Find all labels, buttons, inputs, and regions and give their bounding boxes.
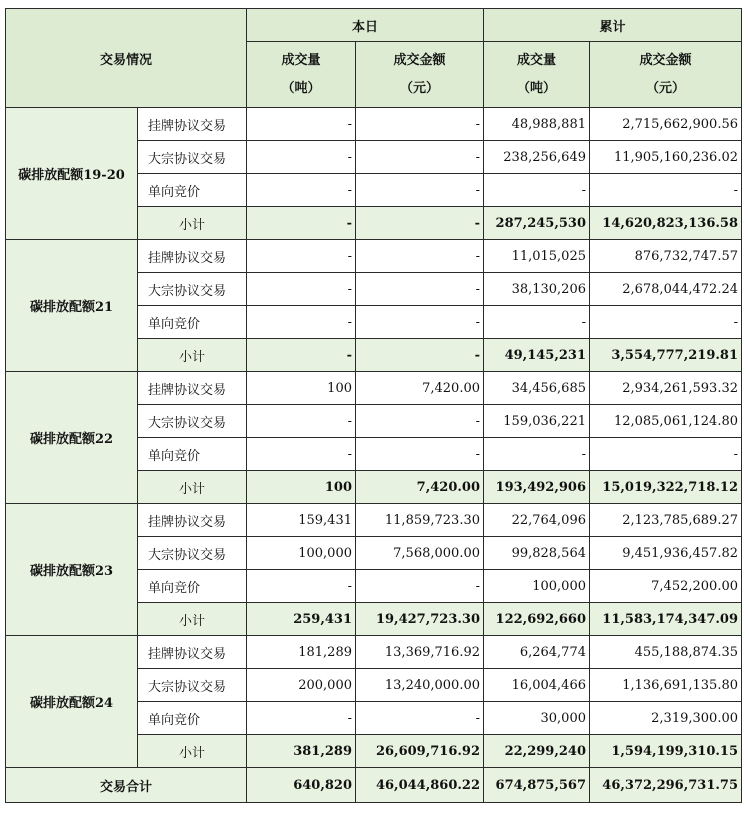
cell-cum-vol: 287,245,530 (484, 207, 590, 240)
cell-cum-amt: 876,732,747.57 (590, 240, 742, 273)
cell-today-amt: 11,859,723.30 (356, 504, 484, 537)
cell-cum-amt: 2,715,662,900.56 (590, 108, 742, 141)
cell-today-vol: - (247, 174, 356, 207)
cell-today-vol: - (247, 438, 356, 471)
cell-cum-vol: 49,145,231 (484, 339, 590, 372)
grand-total-cum-amt: 46,372,296,731.75 (590, 768, 742, 803)
trade-type-label: 挂牌协议交易 (138, 504, 247, 537)
cell-today-amt: 13,240,000.00 (356, 669, 484, 702)
cell-today-vol: - (247, 405, 356, 438)
cell-today-amt: - (356, 174, 484, 207)
trade-type-label: 单向竞价 (138, 174, 247, 207)
cell-today-amt: - (356, 273, 484, 306)
cell-today-vol: - (247, 108, 356, 141)
cell-today-vol: - (247, 570, 356, 603)
cell-today-amt: - (356, 240, 484, 273)
cell-cum-amt: 12,085,061,124.80 (590, 405, 742, 438)
group-name: 碳排放配额21 (6, 240, 138, 372)
cell-today-amt: - (356, 570, 484, 603)
cell-cum-vol: 100,000 (484, 570, 590, 603)
trade-type-label: 大宗协议交易 (138, 405, 247, 438)
grand-total-label: 交易合计 (6, 768, 247, 803)
cell-cum-amt: 3,554,777,219.81 (590, 339, 742, 372)
grand-total-row (6, 768, 742, 803)
cell-cum-vol: 11,015,025 (484, 240, 590, 273)
header-today: 本日 (247, 9, 484, 42)
cell-cum-vol: 30,000 (484, 702, 590, 735)
cell-cum-vol: 16,004,466 (484, 669, 590, 702)
cell-today-amt: 7,420.00 (356, 372, 484, 405)
header-cum-volume (484, 42, 590, 108)
grand-total-today-vol: 640,820 (247, 768, 356, 803)
trade-type-label: 单向竞价 (138, 702, 247, 735)
header-cum-amount (590, 42, 742, 108)
cell-today-vol: 100 (247, 372, 356, 405)
amount-label: 成交金额 (393, 52, 446, 68)
cell-cum-amt: 14,620,823,136.58 (590, 207, 742, 240)
cell-today-vol: - (247, 273, 356, 306)
table-row (6, 372, 742, 405)
cell-cum-amt: 2,934,261,593.32 (590, 372, 742, 405)
trade-type-label: 大宗协议交易 (138, 141, 247, 174)
cell-today-vol: 181,289 (247, 636, 356, 669)
cell-today-amt: 7,420.00 (356, 471, 484, 504)
cell-cum-vol: 6,264,774 (484, 636, 590, 669)
cell-today-amt: - (356, 438, 484, 471)
subtotal-label: 小计 (138, 207, 247, 240)
cell-today-vol: - (247, 702, 356, 735)
amount-unit: （元） (645, 80, 685, 96)
trade-type-label: 大宗协议交易 (138, 669, 247, 702)
cell-today-vol: 159,431 (247, 504, 356, 537)
trade-type-label: 挂牌协议交易 (138, 108, 247, 141)
cell-cum-amt: 455,188,874.35 (590, 636, 742, 669)
trade-type-label: 单向竞价 (138, 306, 247, 339)
trade-type-label: 大宗协议交易 (138, 273, 247, 306)
subtotal-label: 小计 (138, 339, 247, 372)
cell-cum-vol: 99,828,564 (484, 537, 590, 570)
cell-today-amt: 26,609,716.92 (356, 735, 484, 768)
table-row (6, 504, 742, 537)
cell-today-amt: - (356, 141, 484, 174)
group-name: 碳排放配额22 (6, 372, 138, 504)
cell-today-vol: 259,431 (247, 603, 356, 636)
trade-type-label: 大宗协议交易 (138, 537, 247, 570)
volume-label: 成交量 (281, 52, 321, 68)
amount-label: 成交金额 (639, 52, 692, 68)
trade-summary-table (5, 8, 742, 803)
cell-cum-vol: - (484, 306, 590, 339)
cell-today-vol: - (247, 240, 356, 273)
cell-cum-amt: 2,319,300.00 (590, 702, 742, 735)
cell-today-vol: - (247, 207, 356, 240)
cell-today-amt: - (356, 108, 484, 141)
cell-cum-amt: 11,905,160,236.02 (590, 141, 742, 174)
cell-cum-vol: 122,692,660 (484, 603, 590, 636)
trade-type-label: 挂牌协议交易 (138, 240, 247, 273)
header-cumulative: 累计 (484, 9, 742, 42)
volume-label: 成交量 (516, 52, 556, 68)
cell-today-vol: 381,289 (247, 735, 356, 768)
cell-cum-vol: - (484, 438, 590, 471)
cell-today-amt: 19,427,723.30 (356, 603, 484, 636)
cell-cum-vol: 22,299,240 (484, 735, 590, 768)
cell-today-vol: 100 (247, 471, 356, 504)
cell-cum-amt: 2,123,785,689.27 (590, 504, 742, 537)
subtotal-label: 小计 (138, 735, 247, 768)
cell-today-amt: 7,568,000.00 (356, 537, 484, 570)
cell-cum-vol: 193,492,906 (484, 471, 590, 504)
cell-cum-amt: 7,452,200.00 (590, 570, 742, 603)
header-today-amount (356, 42, 484, 108)
subtotal-label: 小计 (138, 603, 247, 636)
cell-today-amt: 13,369,716.92 (356, 636, 484, 669)
cell-today-amt: - (356, 702, 484, 735)
cell-cum-amt: - (590, 306, 742, 339)
cell-cum-vol: 159,036,221 (484, 405, 590, 438)
cell-cum-amt: - (590, 174, 742, 207)
table-row (6, 108, 742, 141)
subtotal-label: 小计 (138, 471, 247, 504)
grand-total-today-amt: 46,044,860.22 (356, 768, 484, 803)
cell-today-vol: - (247, 141, 356, 174)
cell-cum-vol: 48,988,881 (484, 108, 590, 141)
group-name: 碳排放配额23 (6, 504, 138, 636)
volume-unit: （吨） (281, 80, 321, 96)
cell-today-amt: - (356, 339, 484, 372)
cell-today-vol: - (247, 339, 356, 372)
cell-cum-amt: 11,583,174,347.09 (590, 603, 742, 636)
table-row (6, 240, 742, 273)
trade-type-label: 单向竞价 (138, 438, 247, 471)
cell-cum-amt: 1,136,691,135.80 (590, 669, 742, 702)
cell-cum-vol: - (484, 174, 590, 207)
volume-unit: （吨） (516, 80, 556, 96)
cell-cum-vol: 238,256,649 (484, 141, 590, 174)
trade-type-label: 挂牌协议交易 (138, 372, 247, 405)
cell-cum-vol: 22,764,096 (484, 504, 590, 537)
group-name: 碳排放配额24 (6, 636, 138, 768)
group-name: 碳排放配额19-20 (6, 108, 138, 240)
cell-today-amt: - (356, 405, 484, 438)
cell-cum-amt: 9,451,936,457.82 (590, 537, 742, 570)
cell-cum-amt: 2,678,044,472.24 (590, 273, 742, 306)
cell-cum-amt: - (590, 438, 742, 471)
header-today-volume (247, 42, 356, 108)
cell-today-amt: - (356, 207, 484, 240)
cell-cum-vol: 38,130,206 (484, 273, 590, 306)
grand-total-cum-vol: 674,875,567 (484, 768, 590, 803)
table-row (6, 636, 742, 669)
cell-today-vol: 100,000 (247, 537, 356, 570)
cell-today-amt: - (356, 306, 484, 339)
amount-unit: （元） (399, 80, 439, 96)
cell-today-vol: - (247, 306, 356, 339)
header-trade-info: 交易情况 (6, 9, 247, 108)
cell-cum-vol: 34,456,685 (484, 372, 590, 405)
trade-type-label: 挂牌协议交易 (138, 636, 247, 669)
trade-type-label: 单向竞价 (138, 570, 247, 603)
cell-cum-amt: 1,594,199,310.15 (590, 735, 742, 768)
cell-today-vol: 200,000 (247, 669, 356, 702)
cell-cum-amt: 15,019,322,718.12 (590, 471, 742, 504)
